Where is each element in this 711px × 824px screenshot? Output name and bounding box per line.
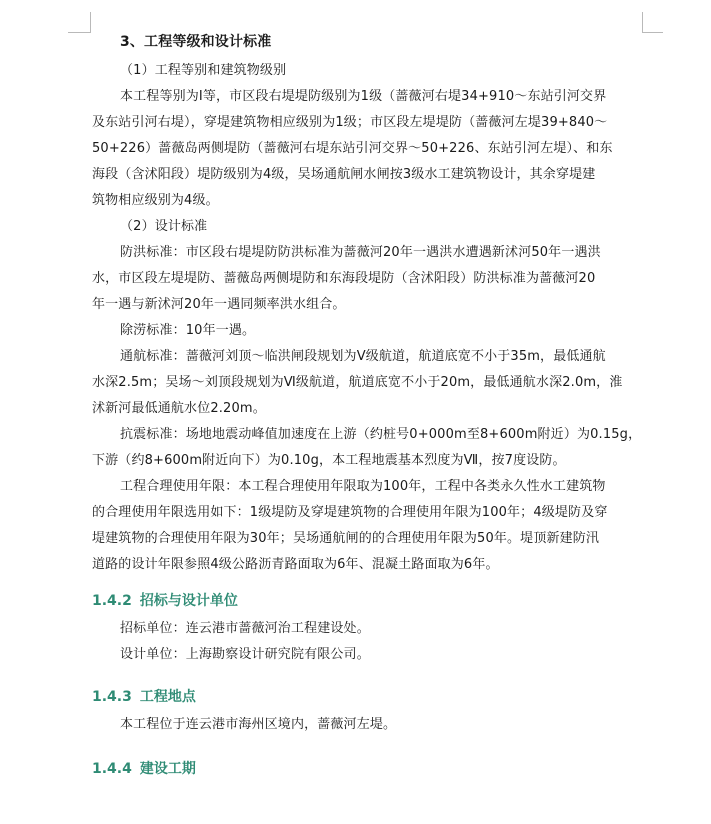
section-heading-1-4-4 xyxy=(92,754,642,784)
paragraph-line: 抗震标准：场地地震动峰值加速度在上游（约桩号0+000m至8+600m附近）为0.15g， xyxy=(120,427,642,442)
paragraph-line: 年一遇与新沭河20年一遇同频率洪水组合。 xyxy=(92,297,346,312)
paragraph-line: 本工程等别为Ⅰ等，市区段右堤堤防级别为1级（蔷薇河右堤34+910～东站引河交界 xyxy=(120,89,607,104)
paragraph-line: 海段（含沭阳段）堤防级别为4级，吴场通航闸水闸按3级水工建筑物设计，其余穿堤建 xyxy=(92,167,596,182)
sub-heading-grade: （1）工程等别和建筑物级别 xyxy=(120,63,287,78)
sub-heading-standards: （2）设计标准 xyxy=(120,219,208,234)
paragraph-line: 通航标准：蔷薇河刘顶～临洪闸段规划为Ⅴ级航道，航道底宽不小于35m，最低通航 xyxy=(120,349,606,364)
paragraph-line: 筑物相应级别为4级。 xyxy=(92,193,219,208)
paragraph-line: 水，市区段左堤堤防、蔷薇岛两侧堤防和东海段堤防（含沭阳段）防洪标准为蔷薇河20 xyxy=(92,271,596,286)
paragraph-grade xyxy=(92,84,642,214)
subsection-heading: 3、工程等级和设计标准 xyxy=(120,34,272,50)
paragraph-line: 沭新河最低通航水位2.20m。 xyxy=(92,401,266,416)
paragraph-flood xyxy=(92,240,642,318)
paragraph-line: 堤建筑物的合理使用年限为30年；吴场通航闸的的合理使用年限为50年。堤顶新建防汛 xyxy=(92,531,600,546)
section-title: 招标与设计单位 xyxy=(139,593,238,609)
paragraph-service-life xyxy=(92,474,642,578)
section-title: 建设工期 xyxy=(139,761,196,777)
section-title: 工程地点 xyxy=(139,689,196,705)
paragraph-line: 下游（约8+600m附近向下）为0.10g，本工程地震基本烈度为Ⅶ，按7度设防。 xyxy=(92,453,566,468)
document-body xyxy=(92,28,642,784)
paragraph-line: 水深2.5m；吴场～刘顶段规划为Ⅵ级航道，航道底宽不小于20m，最低通航水深2.0m，淮 xyxy=(92,375,623,390)
crop-mark-top-right xyxy=(642,12,663,33)
section-number: 1.4.3 xyxy=(92,689,132,705)
section-heading-1-4-3 xyxy=(92,682,642,712)
paragraph-line: 防洪标准：市区段右堤堤防防洪标准为蔷薇河20年一遇洪水遭遇新沭河50年一遇洪 xyxy=(120,245,601,260)
paragraph-line: 50+226）蔷薇岛两侧堤防（蔷薇河右堤东站引河交界～50+226、东站引河左堤）、和东 xyxy=(92,141,613,156)
section-number: 1.4.4 xyxy=(92,761,132,777)
paragraph-line: 的合理使用年限选用如下：1级堤防及穿堤建筑物的合理使用年限为100年；4级堤防及穿 xyxy=(92,505,608,520)
crop-mark-top-left xyxy=(68,12,91,33)
section-number: 1.4.2 xyxy=(92,593,132,609)
paragraph-line: 道路的设计年限参照4级公路沥青路面取为6年、混凝土路面取为6年。 xyxy=(92,557,499,572)
paragraph-line: 及东站引河右堤），穿堤建筑物相应级别为1级；市区段左堤堤防（蔷薇河左堤39+840～ xyxy=(92,115,608,130)
paragraph-seismic xyxy=(92,422,642,474)
design-unit: 设计单位：上海勘察设计研究院有限公司。 xyxy=(120,647,370,662)
paragraph-navigation xyxy=(92,344,642,422)
tender-unit: 招标单位：连云港市蔷薇河治工程建设处。 xyxy=(120,621,370,636)
section-heading-1-4-2 xyxy=(92,586,642,616)
paragraph-drainage: 除涝标准：10年一遇。 xyxy=(120,323,256,338)
paragraph-line: 工程合理使用年限：本工程合理使用年限取为100年，工程中各类永久性水工建筑物 xyxy=(120,479,606,494)
project-location: 本工程位于连云港市海州区境内，蔷薇河左堤。 xyxy=(120,717,397,732)
